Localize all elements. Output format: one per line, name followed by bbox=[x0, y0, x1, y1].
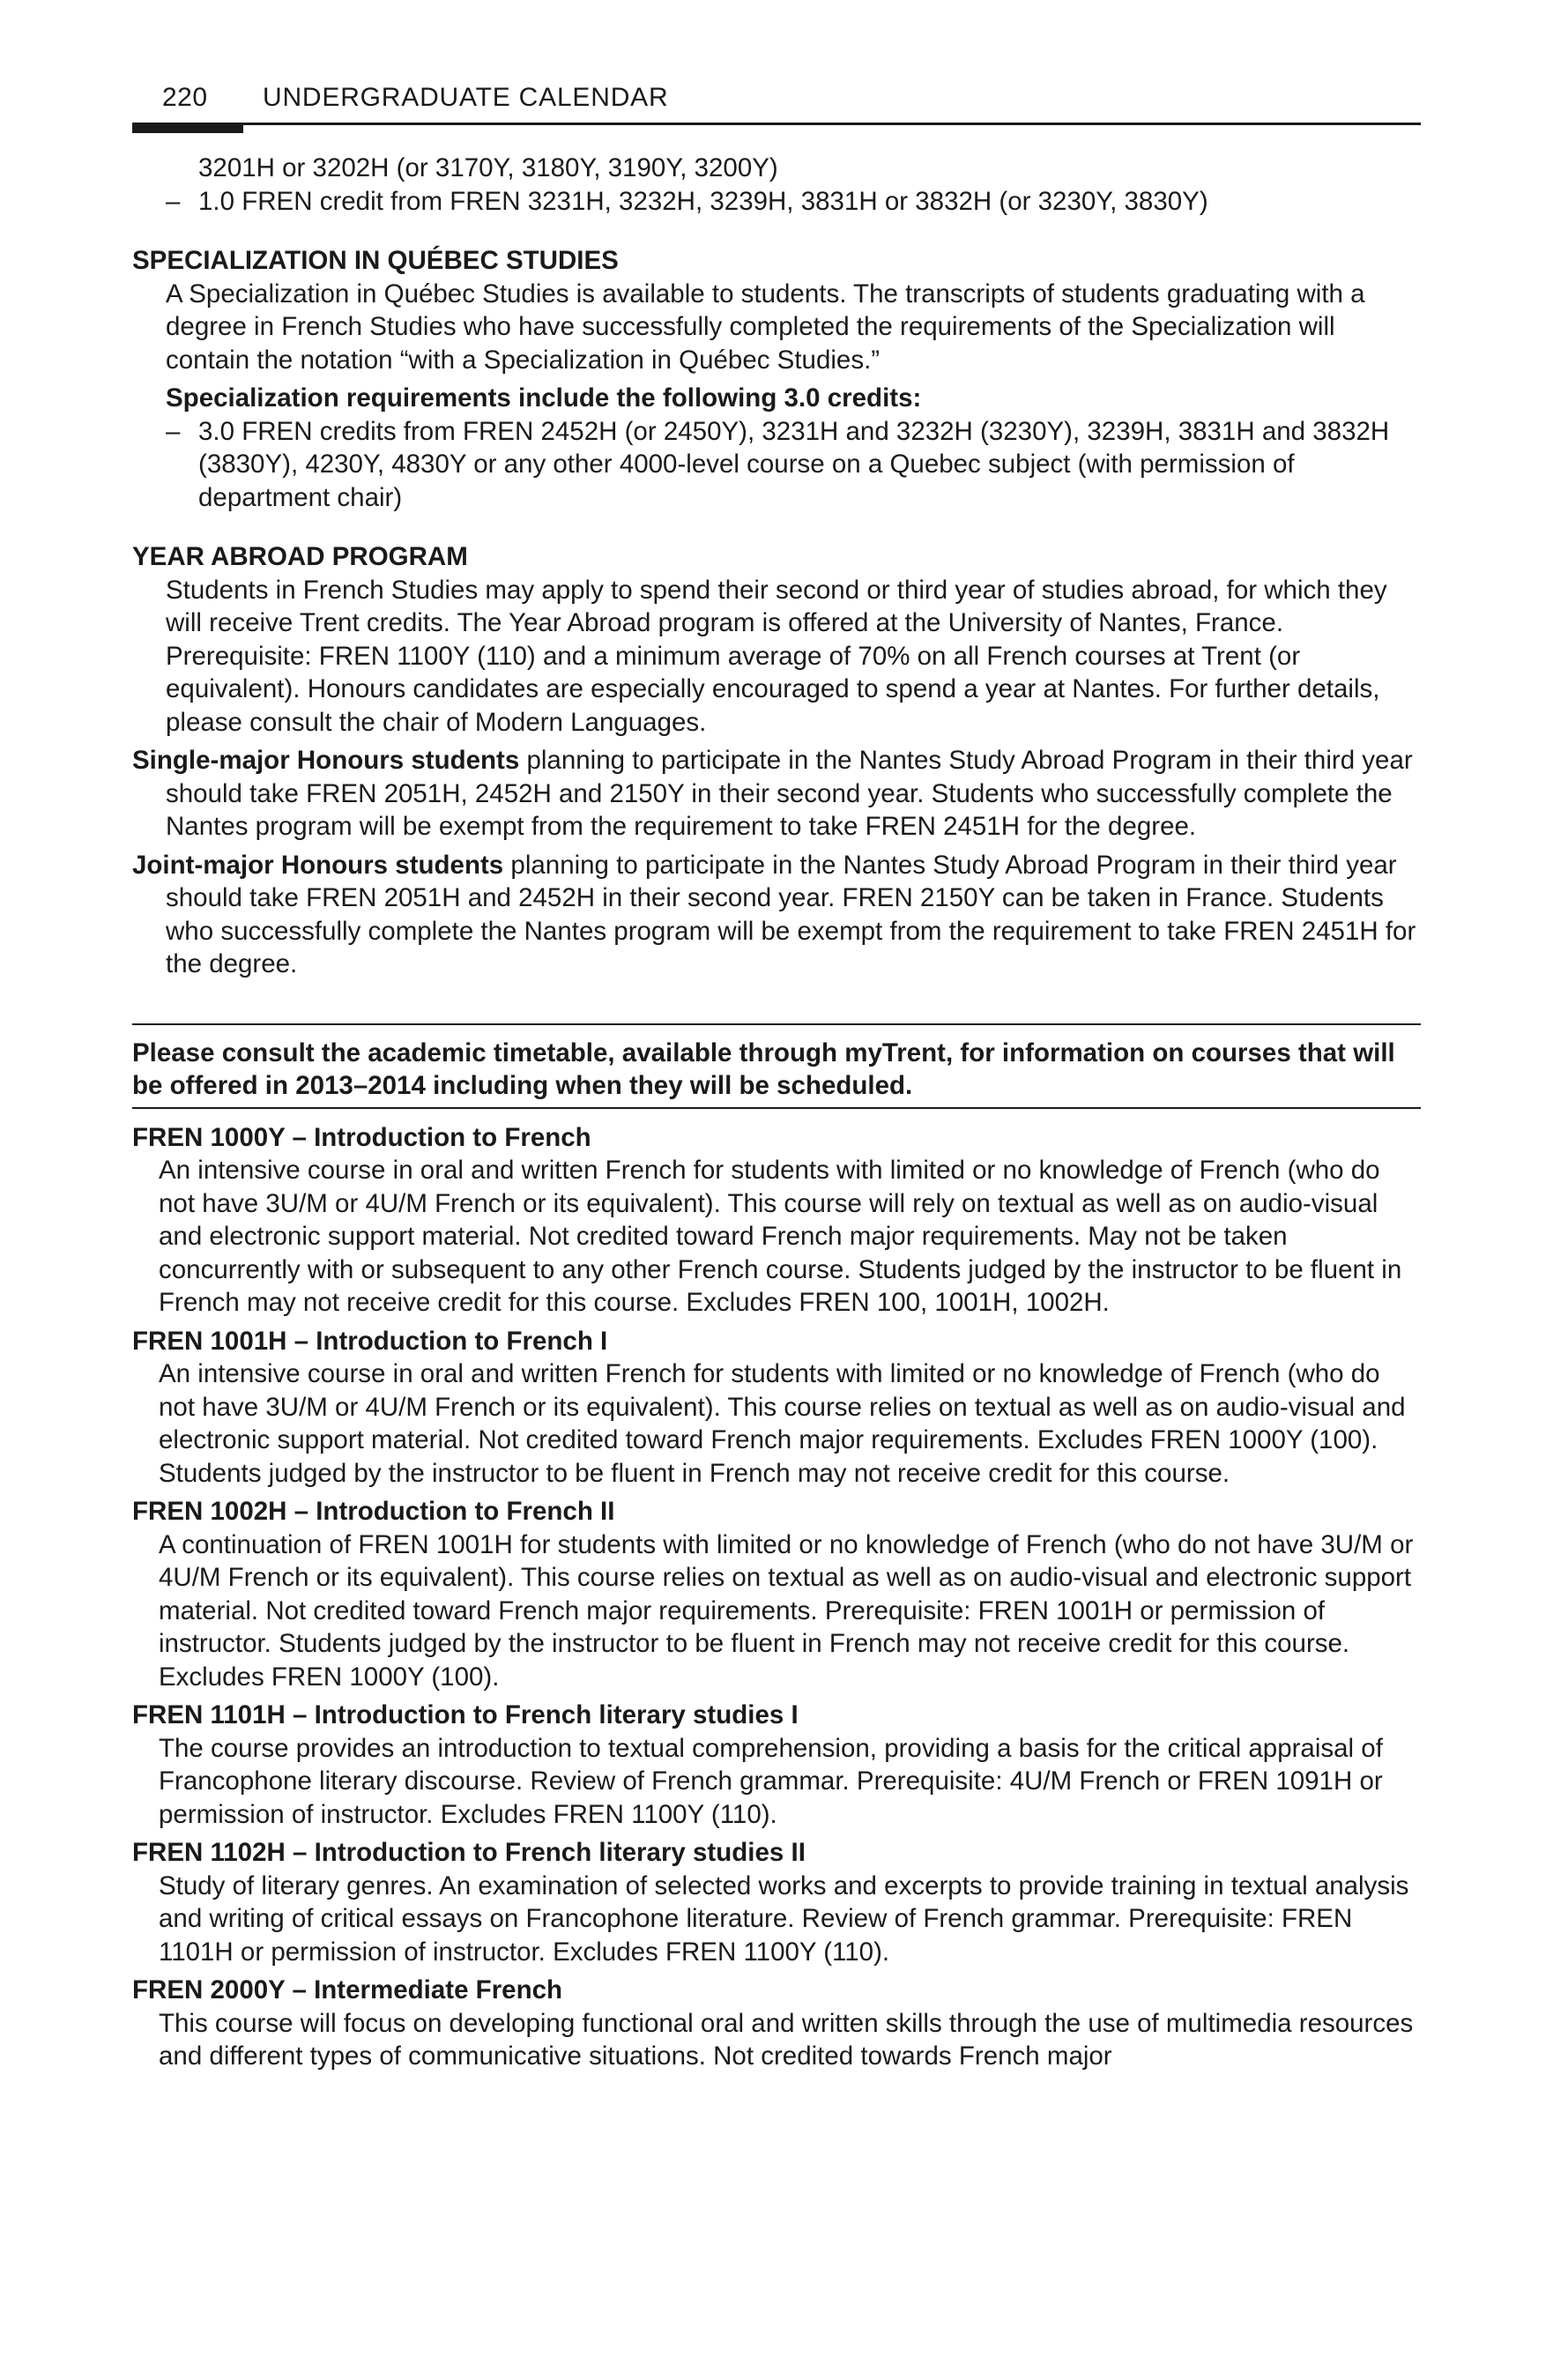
dash-bullet: – bbox=[166, 416, 181, 446]
header-rule bbox=[132, 123, 1421, 125]
course-description: An intensive course in oral and written French for students with limited or no knowledge of French (who do not have 3U/M or 4U/M French or its equivalent). This course will rely on textual as well as on audio-visual and electronic support material. Not credited toward French major requirements. May not be taken concurrently with or subsequent to any other French course. Students judged by the instructor to be fluent in French may not receive credit for this course. Excludes FREN 100, 1001H, 1002H. bbox=[159, 1156, 1402, 1317]
course-title: FREN 1001H – Introduction to French I bbox=[132, 1326, 608, 1356]
course-description: Study of literary genres. An examination of selected works and excerpts to provide training in textual analysis and writing of critical essays on Francophone literature. Review of French grammar. Prerequisite: FREN 1101H or permission of instructor. Excludes FREN 1100Y (110). bbox=[159, 1871, 1409, 1967]
page-content bbox=[132, 152, 1421, 2073]
abroad-body: Students in French Studies may apply to spend their second or third year of studies abroad, for which they will receive Trent credits. The Year Abroad program is offered at the University of Nantes, France. Prerequisite: FREN 1100Y (110) and a minimum average of 70% on all French courses at Trent (or equivalent). Honours candidates are especially encouraged to spend a year at Nantes. For further details, please consult the chair of Modern Languages. bbox=[166, 575, 1387, 737]
course-description: A continuation of FREN 1001H for students with limited or no knowledge of French (who do not have 3U/M or 4U/M French or its equivalent). This course relies on textual as well as on audio-visual and electronic support material. Not credited toward French major requirements. Prerequisite: FREN 1001H or permission of instructor. Students judged by the instructor to be fluent in French may not receive credit for this course. Excludes FREN 1000Y (100). bbox=[159, 1529, 1414, 1692]
course-entry bbox=[132, 1836, 1421, 1968]
page-number: 220 bbox=[162, 83, 208, 112]
timetable-notice: Please consult the academic timetable, available through myTrent, for information on courses that will be offered in 2013–2014 including when they will be scheduled. bbox=[132, 1023, 1421, 1109]
quebec-heading: SPECIALIZATION IN QUÉBEC STUDIES bbox=[132, 246, 619, 275]
course-entry bbox=[132, 1121, 1421, 1320]
continuation-bullet: – 1.0 FREN credit from FREN 3231H, 3232H, 3239H, 3831H or 3832H (or 3230Y, 3830Y) bbox=[132, 185, 1421, 219]
quebec-requirement-item: – 3.0 FREN credits from FREN 2452H (or 2450Y), 3231H and 3232H (3230Y), 3239H, 3831H and 3832H (3830Y), 4230Y, 4830Y or any other 4000-level course on a Quebec subject (with permission of department chair) bbox=[166, 416, 1390, 512]
course-entry bbox=[132, 1495, 1421, 1693]
single-major-paragraph: Single-major Honours students planning to participate in the Nantes Study Abroad Program in their third year should take FREN 2051H, 2452H and 2150Y in their second year. Students who successfully complete the Nantes program will be exempt from the requirement to take FREN 2451H for the degree. bbox=[132, 746, 1413, 841]
course-title: FREN 1101H – Introduction to French literary studies I bbox=[132, 1700, 799, 1729]
course-description: An intensive course in oral and written French for students with limited or no knowledge of French (who do not have 3U/M or 4U/M French or its equivalent). This course relies on textual as well as on audio-visual and electronic support material. Not credited toward French major requirements. Excludes FREN 1000Y (100). Students judged by the instructor to be fluent in French may not receive credit for this course. bbox=[159, 1359, 1406, 1488]
course-title: FREN 2000Y – Intermediate French bbox=[132, 1975, 563, 2004]
course-title: FREN 1102H – Introduction to French literary studies II bbox=[132, 1838, 806, 1867]
dash-bullet: – bbox=[166, 186, 181, 216]
course-title: FREN 1002H – Introduction to French II bbox=[132, 1497, 615, 1526]
course-description: This course will focus on developing functional oral and written skills through the use of multimedia resources and different types of communicative situations. Not credited towards French major bbox=[159, 2008, 1414, 2071]
joint-major-paragraph: Joint-major Honours students planning to participate in the Nantes Study Abroad Program in their third year should take FREN 2051H and 2452H in their second year. FREN 2150Y can be taken in France. Students who successfully complete the Nantes program will be exempt from the requirement to take FREN 2451H for the degree. bbox=[132, 850, 1416, 978]
course-entry bbox=[132, 1699, 1421, 1831]
course-description: The course provides an introduction to textual comprehension, providing a basis for the critical appraisal of Francophone literary discourse. Review of French grammar. Prerequisite: 4U/M French or FREN 1091H or permission of instructor. Excludes FREN 1100Y (110). bbox=[159, 1733, 1383, 1829]
quebec-body: A Specialization in Québec Studies is available to students. The transcripts of students graduating with a degree in French Studies who have successfully completed the requirements of the Specialization will contain the notation “with a Specialization in Québec Studies.” bbox=[166, 279, 1365, 375]
header-bar bbox=[132, 123, 243, 133]
single-major-lead: Single-major Honours students bbox=[132, 746, 520, 775]
continuation-line: 3201H or 3202H (or 3170Y, 3180Y, 3190Y, 3200Y) bbox=[198, 153, 778, 182]
course-entry bbox=[132, 1974, 1421, 2073]
course-title: FREN 1000Y – Introduction to French bbox=[132, 1122, 591, 1152]
page-header bbox=[132, 83, 1421, 136]
course-entry bbox=[132, 1325, 1421, 1491]
quebec-requirements-heading: Specialization requirements include the following 3.0 credits: bbox=[166, 383, 922, 413]
running-title: UNDERGRADUATE CALENDAR bbox=[263, 83, 669, 112]
joint-major-lead: Joint-major Honours students bbox=[132, 850, 504, 880]
abroad-heading: YEAR ABROAD PROGRAM bbox=[132, 542, 468, 571]
